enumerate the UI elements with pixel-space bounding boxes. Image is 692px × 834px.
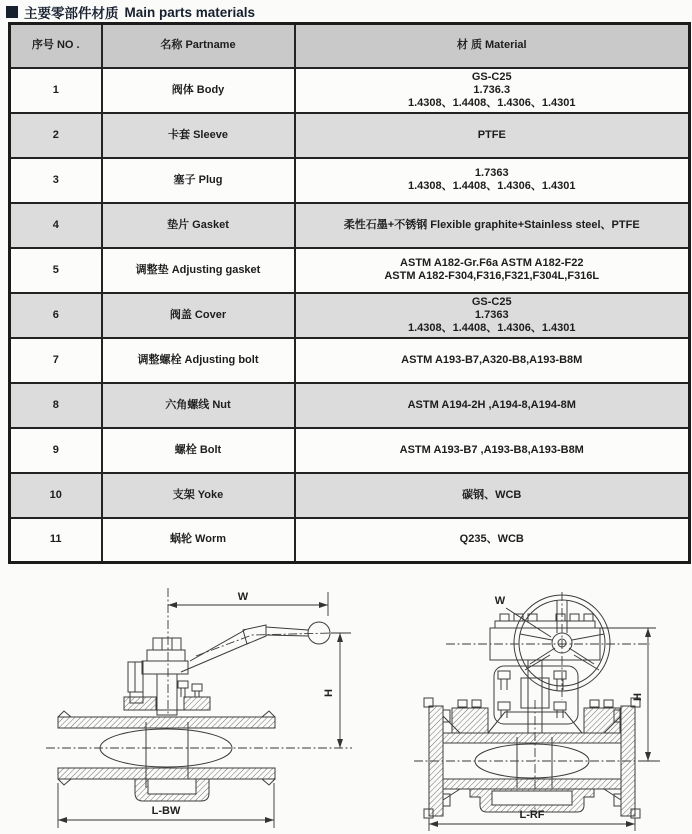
dimension-w-left <box>168 591 328 616</box>
row-partname: 调整垫 Adjusting gasket <box>102 248 295 293</box>
page-title-en: Main parts materials <box>124 4 256 20</box>
row-no: 4 <box>10 203 102 248</box>
pipe-top-wall <box>443 733 621 743</box>
table-row <box>10 113 690 158</box>
dim-label-w: W <box>237 591 249 603</box>
row-material: ASTM A193-B7,A320-B8,A193-B8M <box>295 338 690 383</box>
table-row <box>10 383 690 428</box>
row-no: 6 <box>10 293 102 338</box>
row-no: 8 <box>10 383 102 428</box>
gear-valve-drawing <box>414 592 660 831</box>
dim-label-h: H <box>323 689 335 697</box>
dimension-h-left <box>323 633 351 748</box>
row-no: 9 <box>10 428 102 473</box>
row-material: GS-C25 1.736.3 1.4308、1.4408、1.4306、1.4301 <box>295 68 690 113</box>
lever-handle <box>181 622 330 672</box>
row-partname: 调整螺栓 Adjusting bolt <box>102 338 295 383</box>
row-material: GS-C25 1.7363 1.4308、1.4408、1.4306、1.4301 <box>295 293 690 338</box>
row-material: 碳钢、WCB <box>295 473 690 518</box>
row-no: 1 <box>10 68 102 113</box>
dimension-lrf <box>429 809 635 831</box>
row-partname: 支架 Yoke <box>102 473 295 518</box>
gearbox <box>490 614 600 660</box>
dim-label-h: H <box>632 693 644 701</box>
square-bullet-icon <box>6 6 18 18</box>
row-material: ASTM A194-2H ,A194-8,A194-8M <box>295 383 690 428</box>
table-row <box>10 428 690 473</box>
gland-flange-left <box>124 697 156 710</box>
pipe-top-wall <box>58 717 275 728</box>
row-material: ASTM A193-B7 ,A193-B8,A193-B8M <box>295 428 690 473</box>
page-title-zh: 主要零部件材质 <box>24 6 119 21</box>
row-no: 7 <box>10 338 102 383</box>
table-row <box>10 293 690 338</box>
row-partname: 垫片 Gasket <box>102 203 295 248</box>
bonnet <box>452 700 620 733</box>
yoke-bracket <box>494 660 578 733</box>
pipe-bottom-wall <box>443 779 621 789</box>
row-material: PTFE <box>295 113 690 158</box>
header-no: 序号 NO . <box>10 24 102 68</box>
row-partname: 阀体 Body <box>102 68 295 113</box>
table-row <box>10 473 690 518</box>
table-row <box>10 248 690 293</box>
parts-materials-table <box>8 22 691 564</box>
table-row <box>10 518 690 563</box>
stem-assembly <box>124 638 210 715</box>
right-flange <box>621 706 635 816</box>
table-header-row <box>10 24 690 68</box>
header-material: 材 质 Material <box>295 24 690 68</box>
left-flange <box>429 706 443 816</box>
table-row <box>10 338 690 383</box>
page-title <box>6 3 255 21</box>
row-material: ASTM A182-Gr.F6a ASTM A182-F22 ASTM A182-F304,F316,F321,F304L,F316L <box>295 248 690 293</box>
valve-body <box>58 711 275 801</box>
row-no: 10 <box>10 473 102 518</box>
dim-label-lbw: L-BW <box>151 805 181 817</box>
row-partname: 阀盖 Cover <box>102 293 295 338</box>
row-partname: 六角螺线 Nut <box>102 383 295 428</box>
row-material: 1.7363 1.4308、1.4408、1.4306、1.4301 <box>295 158 690 203</box>
row-partname: 塞子 Plug <box>102 158 295 203</box>
pipe-bottom-wall <box>58 768 275 779</box>
gland-flange-right <box>184 697 210 710</box>
valve-technical-drawings <box>0 566 692 834</box>
dim-label-lrf: L-RF <box>519 809 545 821</box>
leader-line <box>506 608 551 637</box>
lever-valve-drawing <box>46 588 352 828</box>
row-no: 3 <box>10 158 102 203</box>
row-partname: 蜗轮 Worm <box>102 518 295 563</box>
table-row <box>10 158 690 203</box>
header-partname: 名称 Partname <box>102 24 295 68</box>
row-material: 柔性石墨+不锈钢 Flexible graphite+Stainless steel、PTFE <box>295 203 690 248</box>
row-no: 5 <box>10 248 102 293</box>
row-material: Q235、WCB <box>295 518 690 563</box>
row-no: 11 <box>10 518 102 563</box>
row-partname: 螺栓 Bolt <box>102 428 295 473</box>
row-partname: 卡套 Sleeve <box>102 113 295 158</box>
dim-label-w: W <box>494 595 506 607</box>
table-row <box>10 203 690 248</box>
table-row <box>10 68 690 113</box>
row-no: 2 <box>10 113 102 158</box>
